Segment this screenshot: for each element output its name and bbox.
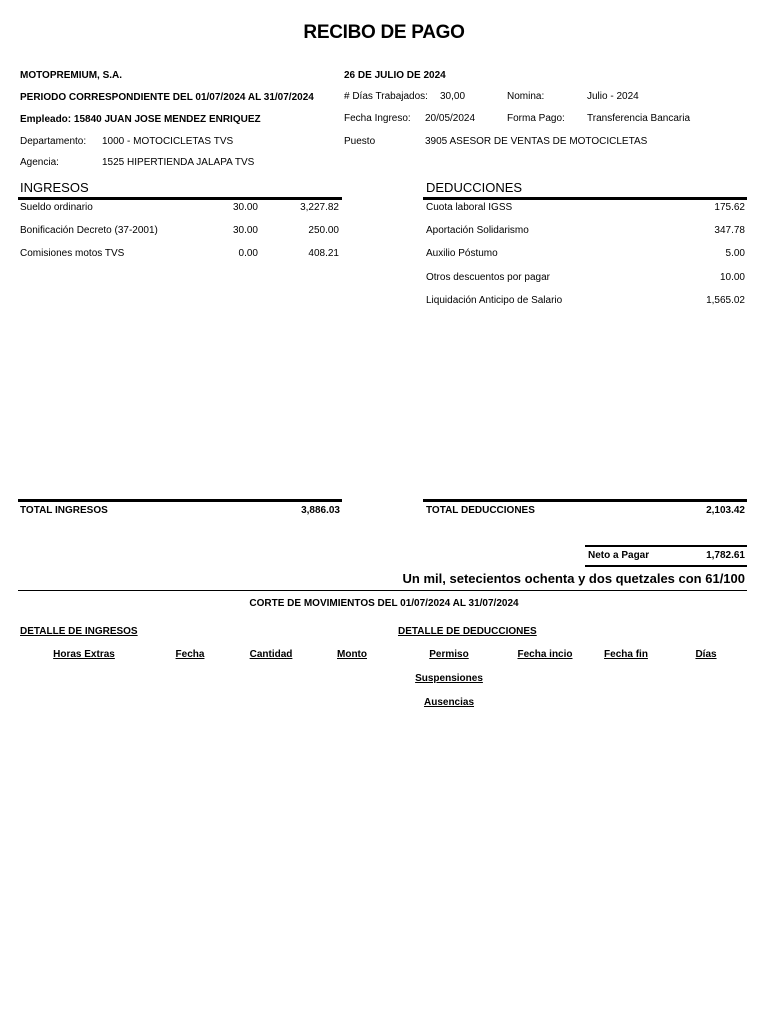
corte-title: CORTE DE MOVIMIENTOS DEL 01/07/2024 AL 31/07/2024 [249,598,519,609]
col-horas-extras: Horas Extras [53,649,115,660]
ingreso-concept: Bonificación Decreto (37-2001) [20,225,158,236]
agency-label: Agencia: [20,157,59,168]
col-fecha-inicio: Fecha incio [517,649,573,660]
deduccion-concept: Liquidación Anticipo de Salario [426,295,563,306]
corte-divider [18,590,747,591]
total-deducciones-label: TOTAL DEDUCCIONES [426,505,535,516]
ingresos-divider [18,197,342,200]
neto-value: 1,782.61 [706,550,745,561]
col-cantidad: Cantidad [249,649,293,660]
deduccion-amount: 175.62 [714,202,745,213]
total-ingresos-divider [18,499,342,502]
ingreso-concept: Sueldo ordinario [20,202,93,213]
col-monto: Monto [337,649,367,660]
suspensiones-label: Suspensiones [415,673,483,684]
neto-words: Un mil, setecientos ochenta y dos quetzales con 61/100 [402,571,745,586]
days-value: 30,00 [440,91,466,102]
department-label: Departamento: [20,136,87,147]
company-name: MOTOPREMIUM, S.A. [20,70,123,81]
puesto-label: Puesto [344,136,376,147]
employee-text: Empleado: 15840 JUAN JOSE MENDEZ ENRIQUEZ [20,114,261,125]
ingreso-qty: 30.00 [232,225,258,236]
deduccion-amount: 10.00 [719,272,745,283]
deduccion-amount: 5.00 [725,248,745,259]
deduccion-amount: 347.78 [714,225,745,236]
deducciones-divider [423,197,747,200]
ingreso-label: Fecha Ingreso: [344,113,411,124]
ingresos-heading: INGRESOS [20,180,89,195]
deducciones-heading: DEDUCCIONES [426,180,523,195]
ingreso-amount: 250.00 [308,225,339,236]
receipt-date: 26 DE JULIO DE 2024 [344,70,446,81]
ingreso-amount: 3,227.82 [300,202,339,213]
pago-label: Forma Pago: [507,113,565,124]
total-deducciones-divider [423,499,747,502]
ingreso-concept: Comisiones motos TVS [20,248,125,259]
page-title: RECIBO DE PAGO [303,22,465,43]
days-label: # Días Trabajados: [344,91,428,102]
pago-value: Transferencia Bancaria [587,113,691,124]
deduccion-concept: Auxilio Póstumo [426,248,498,259]
ingreso-amount: 408.21 [308,248,339,259]
detalle-deducciones-heading: DETALLE DE DEDUCCIONES [398,626,537,637]
ingreso-qty: 30.00 [232,202,258,213]
total-ingresos-value: 3,886.03 [301,505,340,516]
deduccion-concept: Cuota laboral IGSS [426,202,513,213]
neto-top-divider [585,545,747,547]
ingreso-qty: 0.00 [238,248,258,259]
col-permiso: Permiso [429,649,469,660]
deduccion-amount: 1,565.02 [706,295,745,306]
nomina-value: Julio - 2024 [587,91,639,102]
ingreso-value: 20/05/2024 [425,113,476,124]
detalle-ingresos-heading: DETALLE DE INGRESOS [20,626,138,637]
deduccion-concept: Aportación Solidarismo [426,225,529,236]
total-ingresos-label: TOTAL INGRESOS [20,505,108,516]
nomina-label: Nomina: [507,91,545,102]
agency-value: 1525 HIPERTIENDA JALAPA TVS [102,157,255,168]
department-value: 1000 - MOTOCICLETAS TVS [102,136,234,147]
ausencias-label: Ausencias [423,697,475,708]
neto-bottom-divider [585,565,747,567]
total-deducciones-value: 2,103.42 [706,505,745,516]
period-text: PERIODO CORRESPONDIENTE DEL 01/07/2024 AL 31/07/2024 [20,92,314,103]
col-fecha: Fecha [175,649,205,660]
puesto-value: 3905 ASESOR DE VENTAS DE MOTOCICLETAS [425,136,648,147]
deduccion-concept: Otros descuentos por pagar [426,272,550,283]
col-dias: Días [695,649,717,660]
neto-label: Neto a Pagar [588,550,650,561]
col-fecha-fin: Fecha fin [604,649,648,660]
